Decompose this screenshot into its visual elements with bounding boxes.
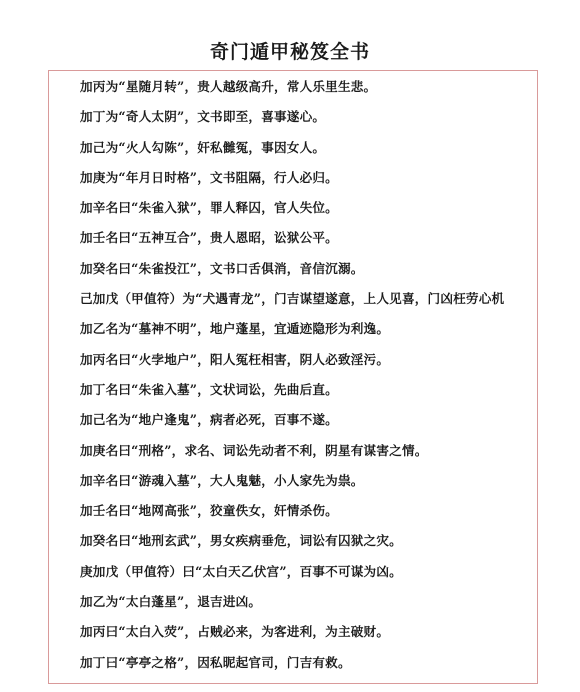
text-line: 加癸名曰“地刑玄武”，男女疾病垂危，词讼有囚狱之灾。	[80, 533, 402, 549]
text-line: 加丙曰“太白入荧”，占贼必来，为客进利，为主破财。	[80, 624, 390, 640]
text-line: 加辛名曰“朱雀入狱”，罪人释囚，官人失位。	[80, 200, 338, 216]
text-line: 加丁名曰“朱雀入墓”，文状词讼，先曲后直。	[80, 381, 338, 397]
text-line: 加丙名曰“火孛地户”，阳人冤枉相害，阴人必致淫污。	[80, 351, 390, 367]
text-line: 加壬名曰“地网高张”，狡童佚女，奸情杀伤。	[80, 503, 338, 519]
text-line: 加乙名为“墓神不明”，地户蓬星，宜遁迹隐形为利逸。	[80, 321, 390, 337]
text-line: 加癸名曰“朱雀投江”，文书口舌俱消，音信沉溺。	[80, 260, 364, 276]
document-title: 奇门遁甲秘笈全书	[209, 41, 370, 63]
text-line: 加乙为“太白蓬星”，退吉进凶。	[80, 594, 262, 610]
text-line: 加壬名曰“五神互合”，贵人恩昭，讼狱公平。	[80, 230, 338, 246]
text-line: 加庚名曰“刑格”，求名、词讼先动者不利，阴星有谋害之情。	[80, 442, 428, 458]
text-line: 加辛名曰“游魂入墓”，大人鬼魅，小人家先为祟。	[80, 472, 364, 488]
text-line: 庚加戊（甲值符）曰“太白天乙伏宫”，百事不可谋为凶。	[80, 563, 402, 579]
text-line: 加庚为“年月日时格”，文书阻隔，行人必归。	[80, 169, 338, 185]
text-line: 加丁为“奇人太阴”，文书即至，喜事遂心。	[80, 109, 326, 125]
text-line: 加丙为“星随月转”，贵人越级高升，常人乐里生悲。	[80, 79, 377, 94]
text-line: 加己名为“地户逢鬼”，病者必死，百事不遂。	[80, 412, 338, 428]
text-line: 加丁曰“亭亭之格”，因私昵起官司，门吉有救。	[80, 654, 351, 670]
text-line: 己加戊（甲值符）为“犬遇青龙”，门吉谋望遂意，上人见喜，门凶枉劳心机	[80, 291, 505, 307]
text-line: 加己为“火人勾陈”，奸私雠冤，事因女人。	[80, 139, 326, 155]
text-lines	[80, 72, 535, 678]
